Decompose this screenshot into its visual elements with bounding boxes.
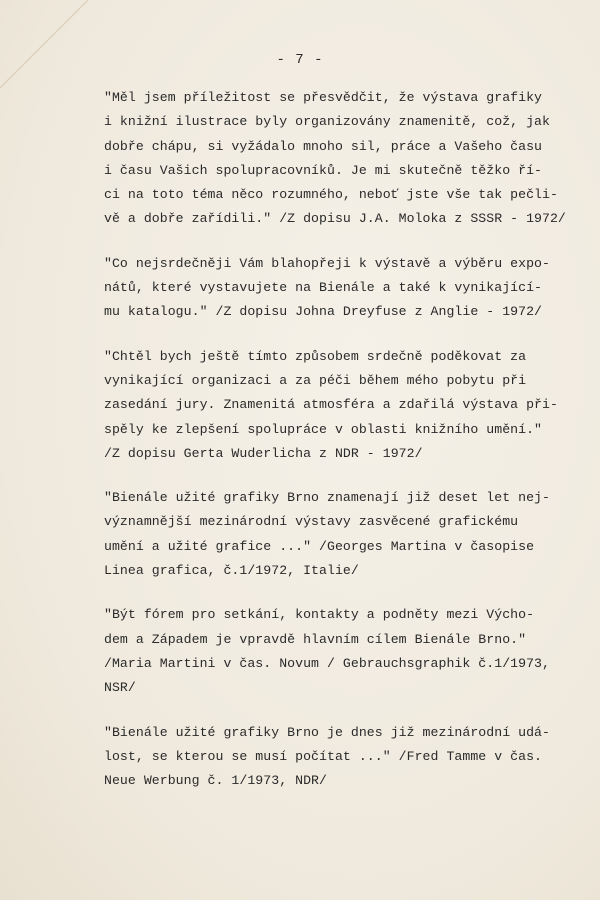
text-line: nátů, které vystavujete na Bienále a také k vynikající- xyxy=(104,280,543,296)
document-body xyxy=(104,86,574,813)
text-line: Neue Werbung č. 1/1973, NDR/ xyxy=(104,773,327,789)
text-line: mu katalogu." /Z dopisu Johna Dreyfuse z Anglie - 1972/ xyxy=(104,304,543,320)
text-line: "Být fórem pro setkání, kontakty a podněty mezi Výcho- xyxy=(104,607,535,623)
text-line: lost, se kterou se musí počítat ..." /Fred Tamme v čas. xyxy=(104,748,543,764)
text-line: "Měl jsem příležitost se přesvědčit, že výstava grafiky xyxy=(104,90,543,105)
text-line: významnější mezinárodní výstavy zasvěcené grafickému xyxy=(104,514,519,530)
text-line: vě a dobře zařídili." /Z dopisu J.A. Moloka z SSSR - 1972/ xyxy=(104,211,566,227)
quote-paragraph xyxy=(104,603,574,700)
quote-paragraph xyxy=(104,345,574,466)
text-line: "Chtěl bych ještě tímto způsobem srdečně poděkovat za xyxy=(104,348,527,364)
text-line: /Z dopisu Gerta Wuderlicha z NDR - 1972/ xyxy=(104,445,423,461)
text-line: NSR/ xyxy=(104,680,136,696)
text-line: /Maria Martini v čas. Novum / Gebrauchsgraphik č.1/1973, xyxy=(104,655,550,671)
text-line: umění a užité grafice ..." /Georges Martina v časopise xyxy=(104,538,535,554)
quote-paragraph xyxy=(104,721,574,794)
text-line: Linea grafica, č.1/1972, Italie/ xyxy=(104,563,359,579)
text-line: "Bienále užité grafiky Brno je dnes již mezinárodní udá- xyxy=(104,724,550,740)
text-line: dobře chápu, si vyžádalo mnoho sil, práce a Vašeho času xyxy=(104,138,543,154)
quote-paragraph xyxy=(104,86,574,232)
corner-fold-crease xyxy=(0,0,90,90)
text-line: vynikající organizaci a za péči během mého pobytu při xyxy=(104,372,527,388)
text-line: "Co nejsrdečněji Vám blahopřeji k výstavě a výběru expo- xyxy=(104,255,550,271)
page-number: - 7 - xyxy=(276,52,324,68)
text-line: dem a Západem je vpravdě hlavním cílem Bienále Brno." xyxy=(104,631,527,647)
text-line: zasedání jury. Znamenitá atmosféra a zdařilá výstava při- xyxy=(104,397,558,413)
quote-paragraph xyxy=(104,486,574,583)
text-line: i času Vašich spolupracovníků. Je mi skutečně těžko ří- xyxy=(104,162,543,178)
text-line: "Bienále užité grafiky Brno znamenají již deset let nej- xyxy=(104,490,550,506)
text-line: i knižní ilustrace byly organizovány znamenitě, což, jak xyxy=(104,114,550,130)
text-line: spěly ke zlepšení spolupráce v oblasti knižního umění." xyxy=(104,421,543,437)
text-line: ci na toto téma něco rozumného, neboť jste vše tak pečli- xyxy=(104,187,558,203)
quote-paragraph xyxy=(104,252,574,325)
